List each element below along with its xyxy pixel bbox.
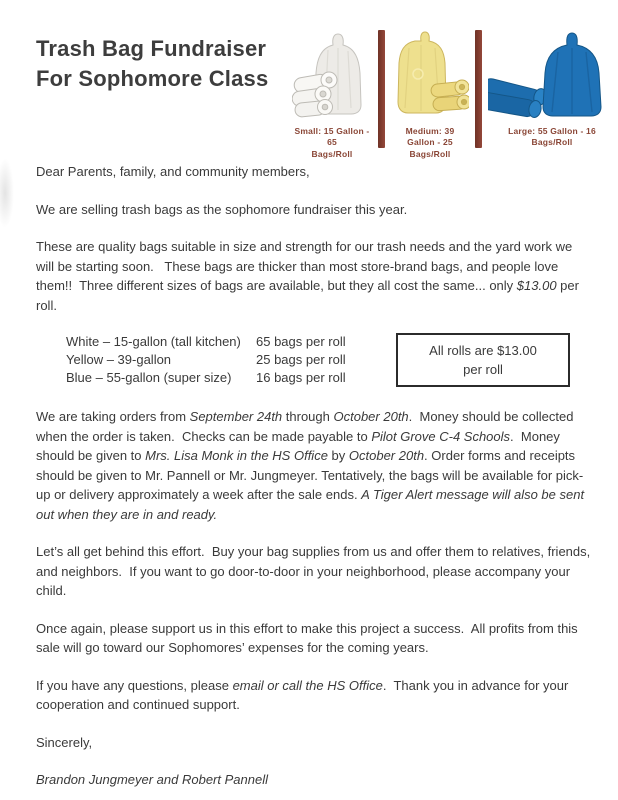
product-caption-medium: Medium: 39 Gallon - 25 Bags/Roll xyxy=(405,126,455,159)
page-title xyxy=(36,28,292,94)
price-box-line-2: per roll xyxy=(463,362,503,377)
divider-bar xyxy=(475,30,482,148)
divider-bar xyxy=(378,30,385,148)
yellow-trash-bag-image xyxy=(391,28,469,122)
white-trash-bag-image xyxy=(292,28,372,122)
list-item xyxy=(66,369,361,387)
effort-paragraph: Let’s all get behind this effort. Buy your bag supplies from us and offer them to relatives, friends, and neighbors. If you want to go door-to-door in your neighborhood, please accompany your child. xyxy=(36,544,594,598)
product-caption-large: Large: 55 Gallon - 16 Bags/Roll xyxy=(508,126,596,148)
title-line-2: For Sophomore Class xyxy=(36,66,269,91)
product-strip xyxy=(292,28,616,160)
signature: Brandon Jungmeyer and Robert Pannell xyxy=(36,772,268,787)
questions-paragraph: If you have any questions, please email or call the HS Office. Thank you in advance for your cooperation and continued support. xyxy=(36,677,572,712)
pricing-section xyxy=(36,333,592,387)
quality-paragraph: These are quality bags suitable in size and strength for our trash needs and the yard work we will be starting soon. These bags are thicker than most store-brand bags, and people love them!! Three different sizes of bags are available, but they all cost the same... only $13.00 per roll. xyxy=(36,239,583,313)
bag-label: Blue – 55-gallon (super size) xyxy=(66,370,232,385)
bag-label: White – 15-gallon (tall kitchen) xyxy=(66,334,241,349)
list-item xyxy=(66,351,361,369)
product-small-white xyxy=(292,28,372,160)
price-box xyxy=(396,333,570,387)
blue-trash-bag-image xyxy=(488,28,616,122)
bag-size-list xyxy=(66,333,361,387)
closing: Sincerely, xyxy=(36,734,93,750)
orders-paragraph: We are taking orders from September 24th through October 20th. Money should be collected when the order is taken. Checks can be made payable to Pilot Grove C-4 Schools. Money should be given to Mrs. Lisa Monk in the HS Office by October 20th. Order forms and receipts should be given to Mr. Pannell or Mr. Jungmeyer. Tentatively, the bags will be available for pick-up or delivery approximately a week after the sale ends. A Tiger Alert message will also be sent out when they are in and ready. xyxy=(36,409,588,522)
bag-count: 65 bags per roll xyxy=(256,334,346,349)
bag-label: Yellow – 39-gallon xyxy=(66,352,172,367)
bag-count: 16 bags per roll xyxy=(256,370,346,385)
product-large-blue xyxy=(488,28,616,149)
product-medium-yellow xyxy=(391,28,469,160)
product-caption-small: Small: 15 Gallon - 65 Bags/Roll xyxy=(294,126,370,159)
bag-count: 25 bags per roll xyxy=(256,352,346,367)
title-line-1: Trash Bag Fundraiser xyxy=(36,36,267,61)
support-paragraph: Once again, please support us in this effort to make this project a success. All profits from this sale will go toward our Sophomores’ expenses for the coming years. xyxy=(36,620,582,655)
letter-body xyxy=(0,152,618,790)
header xyxy=(0,0,618,159)
intro-paragraph: We are selling trash bags as the sophomore fundraiser this year. xyxy=(36,201,408,217)
list-item xyxy=(66,333,361,351)
price-box-line-1: All rolls are $13.00 xyxy=(429,343,537,358)
salutation: Dear Parents, family, and community members, xyxy=(36,164,310,179)
